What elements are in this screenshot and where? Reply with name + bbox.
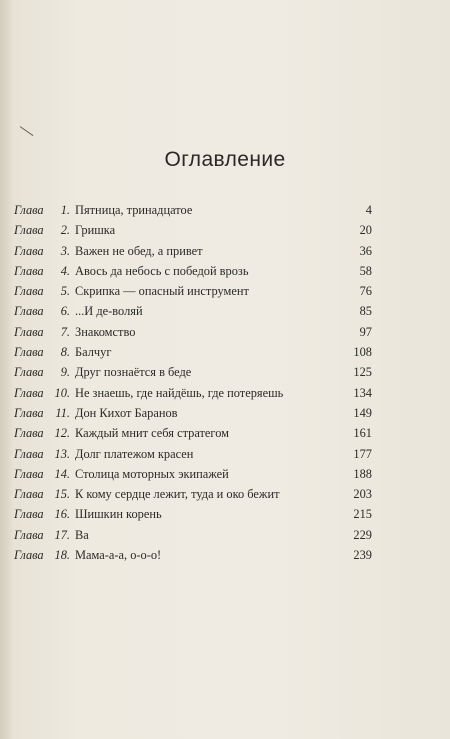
toc-entry (14, 362, 372, 382)
chapter-title: Мама-а-а, о-о-о! (75, 548, 162, 563)
chapter-title: Каждый мнит себя стратегом (75, 426, 230, 441)
page-number: 20 (359, 223, 372, 238)
chapter-word: Глава (14, 324, 44, 339)
chapter-word: Глава (14, 405, 44, 420)
page-title: Оглавление (164, 148, 286, 171)
toc-entry (14, 504, 372, 524)
toc-entry (14, 423, 372, 443)
toc-entry (14, 545, 372, 565)
chapter-title: Долг платежом красен (75, 446, 194, 461)
chapter-title: Ва (75, 527, 89, 542)
chapter-number: 3. (60, 243, 70, 258)
chapter-word: Глава (14, 345, 44, 360)
page-number: 239 (353, 548, 372, 563)
page-number: 97 (359, 324, 372, 339)
pencil-mark (20, 126, 34, 136)
toc-entry (14, 281, 372, 301)
chapter-number: 11. (55, 405, 70, 420)
chapter-title: Пятница, тринадцатое (75, 203, 193, 217)
chapter-word: Глава (14, 284, 44, 299)
chapter-title: Дон Кихот Баранов (75, 405, 178, 420)
chapter-word: Глава (14, 507, 44, 522)
chapter-title: К кому сердце лежит, туда и око бежит (75, 487, 280, 502)
chapter-word: Глава (14, 365, 44, 380)
page-number: 76 (359, 284, 372, 299)
chapter-title: Авось да небось с победой врозь (75, 263, 249, 278)
chapter-title: Не знаешь, где найдёшь, где потеряешь (75, 385, 284, 400)
toc-entry (14, 220, 372, 240)
toc-entry (14, 241, 372, 261)
chapter-word: Глава (14, 304, 44, 319)
toc-entry (14, 200, 372, 220)
toc-entry (14, 383, 372, 403)
page-number: 177 (353, 446, 372, 461)
chapter-title: ...И де-воляй (75, 304, 143, 319)
chapter-number: 5. (60, 284, 70, 299)
toc-entry (14, 342, 372, 362)
chapter-word: Глава (14, 527, 44, 542)
chapter-number: 18. (54, 548, 70, 563)
chapter-title: Гришка (75, 223, 116, 238)
page-gutter-shadow (0, 0, 14, 739)
chapter-number: 16. (54, 507, 70, 522)
chapter-word: Глава (14, 223, 44, 238)
chapter-title: Шишкин корень (75, 507, 162, 522)
table-of-contents (14, 200, 372, 565)
page-number: 188 (353, 466, 372, 481)
chapter-title: Балчуг (75, 345, 112, 360)
toc-entry (14, 444, 372, 464)
page-number: 4 (365, 203, 372, 217)
chapter-title: Скрипка — опасный инструмент (75, 284, 249, 299)
chapter-word: Глава (14, 203, 44, 217)
chapter-title: Столица моторных экипажей (75, 466, 229, 481)
page-number: 215 (353, 507, 372, 522)
chapter-word: Глава (14, 426, 44, 441)
page-number: 108 (353, 345, 372, 360)
toc-entry (14, 261, 372, 281)
page-number: 36 (359, 243, 372, 258)
page-number: 134 (353, 385, 372, 400)
chapter-title: Друг познаётся в беде (75, 365, 192, 380)
toc-entry (14, 301, 372, 321)
toc-entry (14, 464, 372, 484)
chapter-number: 15. (54, 487, 70, 502)
chapter-title: Знакомство (75, 324, 136, 339)
chapter-number: 12. (54, 426, 70, 441)
chapter-title: Важен не обед, а привет (75, 243, 203, 258)
chapter-word: Глава (14, 263, 44, 278)
chapter-word: Глава (14, 487, 44, 502)
chapter-number: 8. (60, 345, 70, 360)
chapter-number: 2. (60, 223, 70, 238)
toc-entry (14, 525, 372, 545)
page-number: 58 (359, 263, 372, 278)
chapter-number: 6. (60, 304, 70, 319)
chapter-word: Глава (14, 466, 44, 481)
chapter-number: 1. (60, 203, 70, 217)
chapter-number: 13. (54, 446, 70, 461)
page-number: 125 (353, 365, 372, 380)
chapter-number: 14. (54, 466, 70, 481)
toc-entry (14, 484, 372, 504)
chapter-word: Глава (14, 243, 44, 258)
chapter-number: 4. (60, 263, 70, 278)
chapter-word: Глава (14, 548, 44, 563)
page-number: 161 (353, 426, 372, 441)
page-number: 203 (353, 487, 372, 502)
chapter-number: 10. (54, 385, 70, 400)
chapter-number: 17. (54, 527, 70, 542)
chapter-word: Глава (14, 446, 44, 461)
toc-entry (14, 322, 372, 342)
chapter-word: Глава (14, 385, 44, 400)
chapter-number: 7. (60, 324, 70, 339)
toc-entry (14, 403, 372, 423)
page-number: 85 (359, 304, 372, 319)
page-number: 149 (353, 405, 372, 420)
chapter-number: 9. (60, 365, 70, 380)
page-number: 229 (353, 527, 372, 542)
